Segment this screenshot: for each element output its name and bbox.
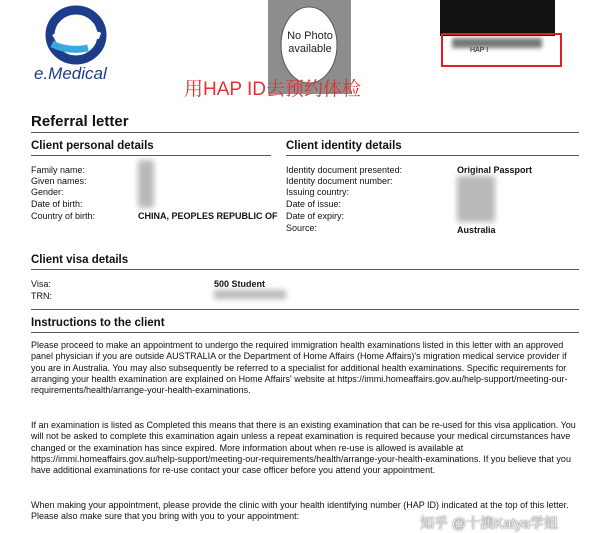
field-label: Gender: — [31, 187, 64, 197]
instructions-paragraph-1: Please proceed to make an appointment to undergo the required immigration health examinations listed in this letter with an approved panel physician if you are outside AUSTRALIA or the Department of Home Affairs (Home Affairs)'s migration medical service provider if you are in Australia. You may also subsequently be referred to a specialist for additional health examinations. Specific requirements for arranging your health examination are explained on Home Affairs' website at https://immi.homeaffairs.gov.au/help-support/meeting-our-requirements/health/arrange-your-health-examinations. — [31, 340, 568, 396]
identity-divider — [286, 155, 579, 156]
field-label: Visa: — [31, 279, 51, 289]
visa-divider — [31, 269, 579, 270]
page-title: Referral letter — [31, 113, 129, 130]
source-value: Australia — [457, 225, 496, 235]
instructions-top-divider — [31, 309, 579, 310]
field-label: Date of expiry: — [286, 211, 345, 221]
personal-divider — [31, 155, 271, 156]
section-title-personal: Client personal details — [31, 140, 154, 152]
hap-id-label: HAP I — [470, 47, 489, 54]
personal-values-redacted — [138, 160, 154, 208]
identity-document-value: Original Passport — [457, 165, 533, 175]
field-label: Country of birth: — [31, 211, 96, 221]
instructions-paragraph-3: When making your appointment, please provide the clinic with your health identifying number (HAP ID) indicated at the top of this letter. Please also make sure that you bring with you to your appointment: — [31, 500, 569, 522]
field-label: Family name: — [31, 165, 86, 175]
watermark: 知乎 @十澳Katya学姐 — [420, 515, 558, 531]
field-label: Source: — [286, 223, 318, 233]
field-label: Identity document presented: — [286, 165, 403, 175]
section-title-instructions: Instructions to the client — [31, 317, 165, 329]
field-label: Given names: — [31, 176, 87, 186]
section-title-visa: Client visa details — [31, 254, 129, 266]
field-label: TRN: — [31, 291, 52, 301]
identity-values-redacted — [457, 176, 495, 222]
field-label: Date of birth: — [31, 199, 83, 209]
hap-id-highlight-box — [441, 33, 562, 67]
country-of-birth-value: CHINA, PEOPLES REPUBLIC OF — [138, 211, 278, 221]
photo-placeholder-text: No Photo available — [287, 30, 333, 55]
field-label: Date of issue: — [286, 199, 342, 209]
trn-value-redacted — [214, 290, 286, 299]
instructions-paragraph-2: If an examination is listed as Completed this means that there is an existing examination that can be re-used for this visa application. You will not be asked to complete this examination again unless a repeat examination is required because your medical circumstances have changed or the examination has since expired. More information about when re-use is allowed is available at https://immi.homeaffairs.gov.au/help-support/meeting-our-requirements/health/arrange-your-health-examinations. If you believe that you have additional examinations for re-use contact your case officer before you attend your appointment. — [31, 420, 576, 476]
visa-value: 500 Student — [214, 279, 266, 289]
instructions-divider — [31, 332, 579, 333]
section-title-identity: Client identity details — [286, 140, 402, 152]
title-divider — [31, 132, 579, 133]
barcode-redacted — [440, 0, 555, 36]
annotation-note: 用HAP ID去预约体检 — [184, 79, 362, 100]
field-label: Identity document number: — [286, 176, 393, 186]
field-label: Issuing country: — [286, 187, 350, 197]
logo-brand-text: e.Medical — [34, 64, 107, 83]
